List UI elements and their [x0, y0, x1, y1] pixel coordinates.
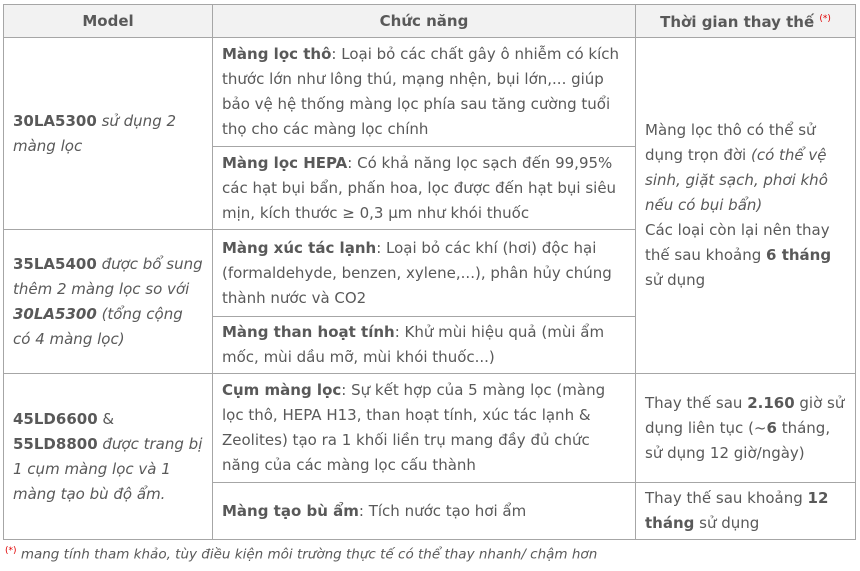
replace-cell-shared	[636, 38, 856, 374]
function-cell: Màng than hoạt tính: Khử mùi hiệu quả (mùi ẩm mốc, mùi dầu mỡ, mùi khói thuốc...)	[213, 317, 636, 374]
header-model: Model	[4, 5, 213, 38]
replace-cell: Thay thế sau 2.160 giờ sử dụng liên tục (~6 tháng, sử dụng 12 giờ/ngày)	[636, 374, 856, 483]
table-row	[4, 38, 856, 147]
function-cell: Cụm màng lọc: Sự kết hợp của 5 màng lọc (màng lọc thô, HEPA H13, than hoạt tính, xúc tác lạnh & Zeolites) tạo ra 1 khối liền trụ mang đầy đủ chức năng của các màng lọc cấu thành	[213, 374, 636, 483]
replace-cell: Thay thế sau khoảng 12 tháng sử dụng	[636, 483, 856, 540]
model-cell-35la5400: 35LA5400 được bổ sung thêm 2 màng lọc so với 30LA5300 (tổng cộng có 4 màng lọc)	[4, 230, 213, 374]
model-cell-30la5300: 30LA5300 sử dụng 2 màng lọc	[4, 38, 213, 230]
replace-note-coarse: Màng lọc thô có thể sử dụng trọn đời (có thể vệ sinh, giặt sạch, phơi khô nếu có bụi bẩn)	[645, 121, 828, 214]
header-replace-time: Thời gian thay thế (*)	[636, 5, 856, 38]
filter-table	[3, 4, 856, 540]
replace-note-others: Các loại còn lại nên thay thế sau khoảng 6 tháng sử dụng	[645, 221, 832, 289]
function-cell: Màng tạo bù ẩm: Tích nước tạo hơi ẩm	[213, 483, 636, 540]
table-row	[4, 374, 856, 483]
header-row	[4, 5, 856, 38]
footnote: (*) mang tính tham khảo, tùy điều kiện môi trường thực tế có thể thay nhanh/ chậm hơn	[5, 546, 598, 563]
function-cell: Màng lọc thô: Loại bỏ các chất gây ô nhiễm có kích thước lớn như lông thú, mạng nhện, bụi lớn,... giúp bảo vệ hệ thống màng lọc phía sau tăng cường tuổi thọ cho các màng lọc chính	[213, 38, 636, 147]
footnote-mark: (*)	[819, 14, 831, 24]
model-cell-45ld6600-55ld8800: 45LD6600 & 55LD8800 được trang bị 1 cụm màng lọc và 1 màng tạo bù độ ẩm.	[4, 374, 213, 540]
function-cell: Màng lọc HEPA: Có khả năng lọc sạch đến 99,95% các hạt bụi bẩn, phấn hoa, lọc được đến hạt bụi siêu mịn, kích thước ≥ 0,3 µm như khói thuốc	[213, 147, 636, 230]
header-function: Chức năng	[213, 5, 636, 38]
function-cell: Màng xúc tác lạnh: Loại bỏ các khí (hơi) độc hại (formaldehyde, benzen, xylene,...), phân hủy chúng thành nước và CO2	[213, 230, 636, 317]
footnote-mark: (*)	[5, 546, 17, 556]
